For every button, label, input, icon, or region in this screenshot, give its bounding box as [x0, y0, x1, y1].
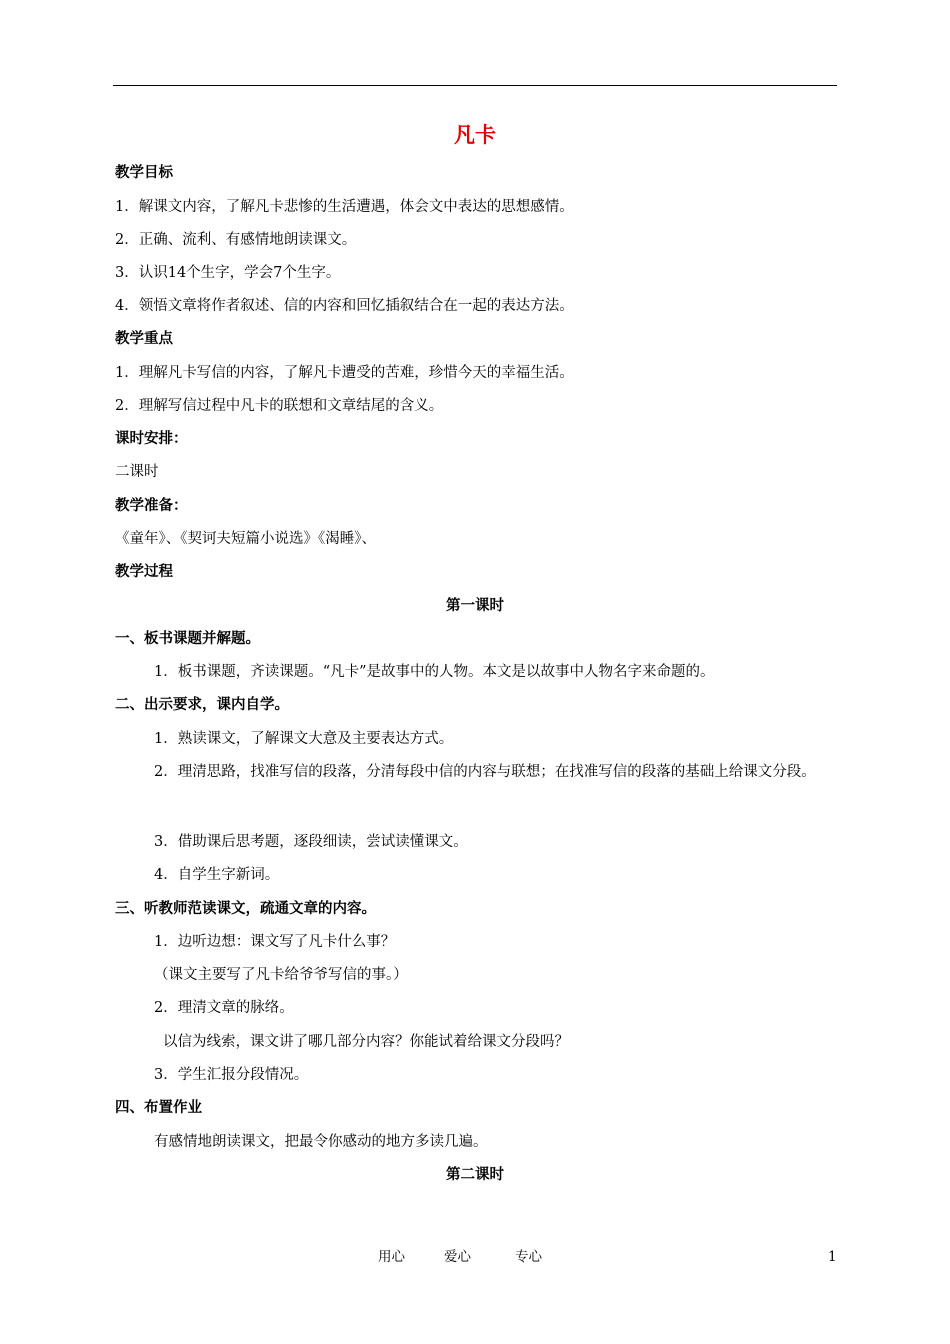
step-2-heading: 二、出示要求，课内自学。 [115, 697, 289, 713]
step-3-item: 2．理清文章的脉络。 [154, 1000, 294, 1016]
lesson-1-heading: 第一课时 [446, 598, 504, 614]
schedule-heading: 课时安排： [115, 431, 188, 447]
page-number: 1 [828, 1249, 837, 1265]
step-2-item: 1．熟读课文，了解课文大意及主要表达方式。 [154, 731, 454, 747]
goal-item: 4．领悟文章将作者叙述、信的内容和回忆插叙结合在一起的表达方法。 [115, 298, 574, 314]
lesson-2-heading: 第二课时 [446, 1167, 504, 1183]
prep-text: 《童年》、《契诃夫短篇小说选》《渴睡》、 [115, 531, 376, 547]
footer-motto: 用心 [378, 1249, 405, 1265]
goal-item: 3．认识14个生字，学会7个生字。 [115, 265, 341, 281]
footer-motto: 爱心 [444, 1249, 471, 1265]
step-4-text: 有感情地朗读课文，把最令你感动的地方多读几遍。 [154, 1134, 488, 1150]
step-1-heading: 一、板书课题并解题。 [115, 631, 260, 647]
prep-heading: 教学准备： [115, 498, 188, 514]
focus-item: 1．理解凡卡写信的内容，了解凡卡遭受的苦难，珍惜今天的幸福生活。 [115, 365, 574, 381]
document-title: 凡卡 [454, 123, 496, 147]
step-3-heading: 三、听教师范读课文，疏通文章的内容。 [115, 901, 376, 917]
goal-item: 2．正确、流利、有感情地朗读课文。 [115, 232, 357, 248]
goals-heading: 教学目标 [115, 165, 173, 181]
step-3-item: 3．学生汇报分段情况。 [154, 1067, 309, 1083]
header-rule [113, 85, 837, 86]
focus-item: 2．理解写信过程中凡卡的联想和文章结尾的含义。 [115, 398, 444, 414]
focus-heading: 教学重点 [115, 331, 173, 347]
footer-motto: 专心 [515, 1249, 542, 1265]
step-4-heading: 四、布置作业 [115, 1100, 202, 1116]
goal-item: 1．解课文内容，了解凡卡悲惨的生活遭遇，体会文中表达的思想感情。 [115, 199, 574, 215]
step-1-item: 1．板书课题，齐读课题。“凡卡”是故事中的人物。本文是以故事中人物名字来命题的。 [154, 664, 715, 680]
step-2-item: 2．理清思路，找准写信的段落，分清每段中信的内容与联想；在找准写信的段落的基础上给课文分段。 [154, 764, 816, 780]
step-2-item: 4．自学生字新词。 [154, 867, 280, 883]
process-heading: 教学过程 [115, 564, 173, 580]
step-2-item: 3．借助课后思考题，逐段细读，尝试读懂课文。 [154, 834, 468, 850]
step-3-detail: 以信为线索，课文讲了哪几部分内容？你能试着给课文分段吗？ [163, 1034, 569, 1050]
step-3-answer: （课文主要写了凡卡给爷爷写信的事。） [154, 967, 408, 983]
schedule-text: 二课时 [115, 464, 159, 480]
step-3-item: 1．边听边想：课文写了凡卡什么事？ [154, 934, 396, 950]
